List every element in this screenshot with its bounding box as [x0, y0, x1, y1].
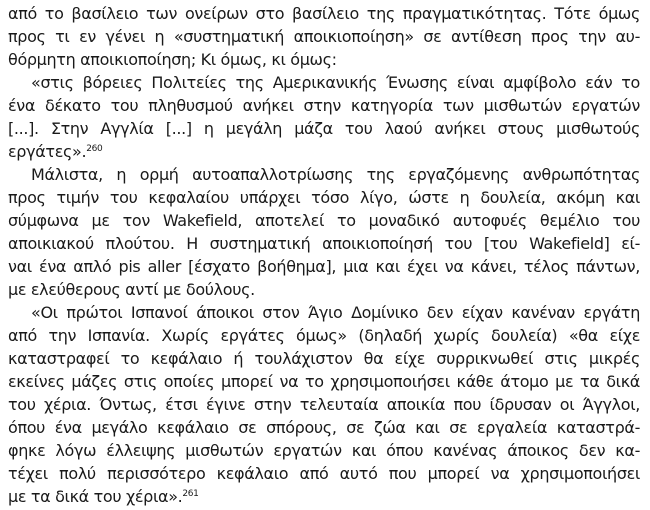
- text-line: «Οι πρώτοι Ισπανοί άποικοι στον Άγιο Δομίνικο δεν είχαν κανέναν εργάτη: [31, 303, 640, 322]
- text-line: εκείνες μάζες στις οποίες μπορεί να το χρησιμοποιήσει κάθε άτομο με τα δικά: [8, 372, 640, 391]
- text-line: από το βασίλειο των ονείρων στο βασίλειο της πραγματικότητας. Τότε όμως: [8, 4, 640, 23]
- text-line: [8, 140, 640, 163]
- text-line: από την Ισπανία. Χωρίς εργάτες όμως» (δηλαδή χωρίς δουλεία) «θα είχε: [8, 326, 640, 345]
- text-line: καταστραφεί το κεφάλαιο ή τουλάχιστον θα είχε συρρικνωθεί στις μικρές: [8, 349, 640, 368]
- text-line: Μάλιστα, η ορμή αυτοαπαλλοτρίωσης της εργαζόμενης ανθρωπότητας: [31, 165, 640, 184]
- text-line: όπου ένα μεγάλο κεφάλαιο σε σπόρους, σε ζώα και σε εργαλεία καταστρά-: [8, 418, 640, 437]
- footnote-marker: 261: [182, 489, 199, 499]
- text-line: ναι ένα απλό pis aller [έσχατο βοήθημα], μια και έχει να κάνει, τέλος πάντων,: [8, 257, 640, 276]
- text-line: ένα δέκατο του πληθυσμού ανήκει στην κατηγορία των μισθωτών εργατών: [8, 96, 640, 115]
- text-line: θόρμητη αποικιοποίηση; Κι όμως, κι όμως:: [8, 50, 337, 69]
- text-line: φηκε λόγω έλλειψης μισθωτών εργατών και όπου κανένας άποικος δεν κα-: [8, 441, 640, 460]
- text-line: [...]. Στην Αγγλία [...] η μεγάλη μάζα του λαού ανήκει στους μισθωτούς: [8, 119, 640, 138]
- footnote-marker: 260: [86, 144, 103, 154]
- text-line: με ελεύθερους αντί με δούλους.: [8, 280, 255, 299]
- text-line: σύμφωνα με τον Wakefield, αποτελεί το μοναδικό αυτοφυές θεμέλιο του: [8, 211, 640, 230]
- text-line: [8, 485, 640, 508]
- text-line: του χέρια. Όντως, έτσι έγινε στην τελευταία αποικία που ίδρυσαν οι Άγγλοι,: [8, 395, 640, 414]
- text-line: τέχει πολύ περισσότερο κεφάλαιο από αυτό που μπορεί να χρησιμοποιήσει: [8, 464, 640, 483]
- text-line: «στις βόρειες Πολιτείες της Αμερικανικής Ένωσης είναι αμφίβολο εάν το: [31, 73, 640, 92]
- text-fragment: με τα δικά του χέρια».: [8, 487, 183, 506]
- text-line: προς τιμήν του κεφαλαίου υπάρχει τόσο λίγο, ώστε η δουλεία, ακόμη και: [8, 188, 640, 207]
- text-line: προς τι εν γένει η «συστηματική αποικιοποίηση» σε αντίθεση προς την αυ-: [8, 27, 640, 46]
- text-line: αποικιακού πλούτου. Η συστηματική αποικιοποίησή του [του Wakefield] εί-: [8, 234, 640, 253]
- text-fragment: εργάτες».: [8, 142, 87, 161]
